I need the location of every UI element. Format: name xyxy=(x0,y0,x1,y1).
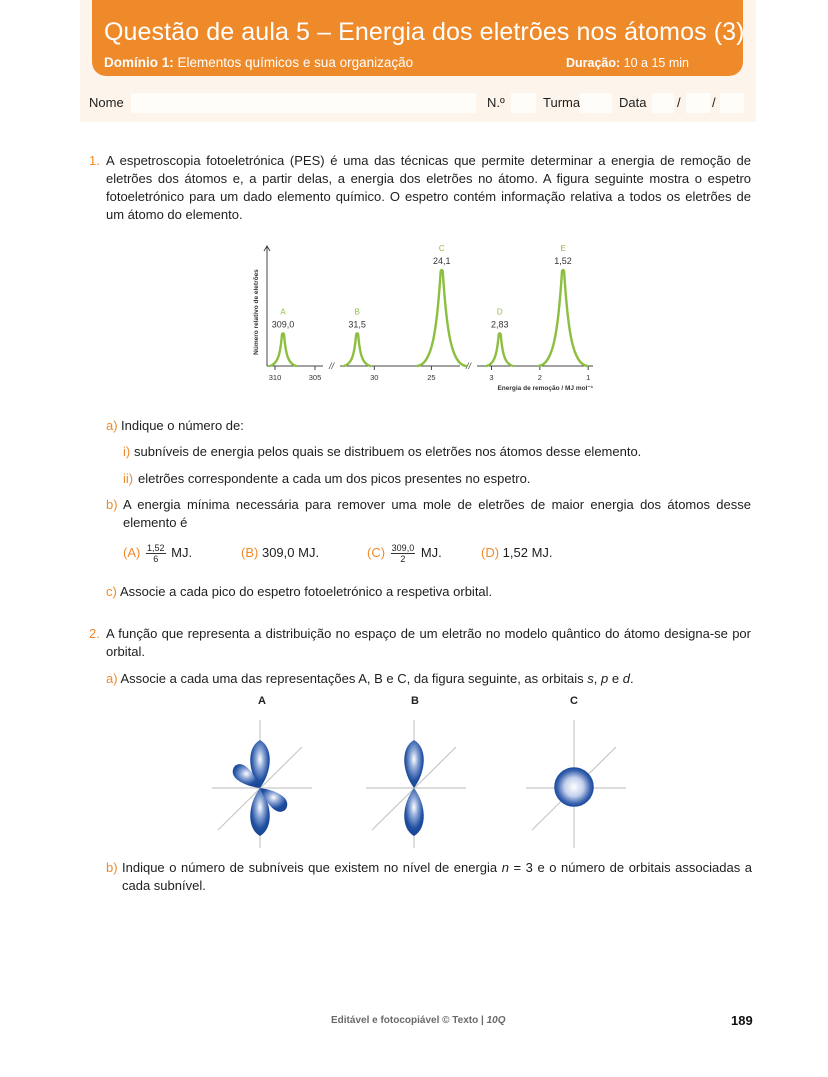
question-number: 2. xyxy=(89,626,100,641)
question-2a-text: Associe a cada uma das representações A, B e C, da figura seguinte, as orbitais xyxy=(120,671,588,686)
footer-credit: Editável e fotocopiável © Texto | 10Q xyxy=(331,1015,506,1026)
date-separator: / xyxy=(677,95,681,110)
fraction: $\frac{309,0}{2}$ xyxy=(391,543,415,565)
question-1aii-text: eletrões correspondente a cada um dos picos presentes no espetro. xyxy=(138,471,531,486)
peak-letter-label: A xyxy=(280,307,286,317)
x-tick-label: 25 xyxy=(427,373,436,382)
item-label: a) xyxy=(106,418,118,433)
peak-value-label: 1,52 xyxy=(554,256,572,266)
number-label: N.º xyxy=(487,95,505,110)
question-1-text: A espetroscopia fotoeletrónica (PES) é uma das técnicas que permite determinar a energia de remoção de eletrões dos átomos e, a partir delas, a energia dos eletrões no átomo. A figura seguinte mostra o espetro fotoeletrónico para um dado elemento químico. O espetro contém informação relativa a todos os eletrões de um átomo do elemento. xyxy=(106,153,751,222)
option-a[interactable] xyxy=(123,541,192,565)
item-label: b) xyxy=(106,860,118,875)
figure-label-c: C xyxy=(570,695,578,707)
peak-D xyxy=(487,333,513,366)
p-orbital-icon xyxy=(366,720,466,848)
y-axis-label: Número relativo de eletrões xyxy=(253,269,260,355)
peak-letter-label: D xyxy=(496,307,503,317)
peak-C xyxy=(418,270,466,366)
duration-value: 10 a 15 min xyxy=(623,56,689,70)
item-label: a) xyxy=(106,671,118,686)
name-field[interactable] xyxy=(131,93,476,113)
name-label: Nome xyxy=(89,95,124,110)
option-value: 309,0 MJ. xyxy=(261,545,320,560)
x-tick-label: 305 xyxy=(308,373,322,382)
peak-value-label: 309,0 xyxy=(271,319,295,330)
figure-label-b: B xyxy=(411,695,419,707)
x-tick-label: 1 xyxy=(586,373,591,382)
x-tick-label: 3 xyxy=(489,373,494,382)
fraction: $\frac{1,52}{6}$ xyxy=(146,543,165,565)
class-field[interactable] xyxy=(580,93,612,113)
question-2-text: A função que representa a distribuição no espaço de um eletrão no modelo quântico do átomo designa-se por orbital. xyxy=(106,626,751,659)
question-2b xyxy=(106,859,118,877)
item-label: b) xyxy=(106,497,118,512)
peak-letter-label: B xyxy=(354,307,360,317)
header-banner xyxy=(92,0,743,76)
date-month-field[interactable] xyxy=(686,93,710,113)
option-value: 1,52 MJ. xyxy=(502,545,553,560)
domain-label: Domínio 1: xyxy=(104,55,174,70)
option-label: (A) xyxy=(123,545,141,560)
date-day-field[interactable] xyxy=(652,93,674,113)
question-number: 1. xyxy=(89,153,100,168)
option-c[interactable] xyxy=(367,541,442,565)
option-unit: MJ. xyxy=(171,545,193,560)
peak-A xyxy=(270,333,296,366)
option-unit: MJ. xyxy=(420,545,442,560)
option-d[interactable] xyxy=(481,544,553,562)
question-2a: a) Associe a cada uma das representações A, B e C, da figura seguinte, as orbitais s, p e d. xyxy=(106,671,634,686)
option-label: (B) xyxy=(241,545,259,560)
question-1ai-text: subníveis de energia pelos quais se distribuem os eletrões nos átomos desse elemento. xyxy=(134,444,642,459)
axis-break-marker: // xyxy=(328,361,335,371)
option-b[interactable] xyxy=(241,544,319,562)
question-2b-text: Indique o número de subníveis que existem no nível de energia n = 3 e o número de orbitais associadas a cada subnível. xyxy=(122,860,752,893)
item-label: ii) xyxy=(123,471,134,486)
peak-E xyxy=(539,270,587,366)
page-number: 189 xyxy=(731,1013,753,1028)
peak-letter-label: C xyxy=(438,244,445,253)
orbitals-figure xyxy=(200,690,640,850)
domain-line xyxy=(104,55,413,70)
domain-value: Elementos químicos e sua organização xyxy=(177,55,414,70)
axis-break-marker: // xyxy=(465,361,472,371)
peak-value-label: 31,5 xyxy=(348,319,366,330)
s-orbital-icon xyxy=(526,720,626,848)
duration-label: Duração: xyxy=(566,56,621,70)
x-tick-label: 30 xyxy=(370,373,379,382)
option-label: (C) xyxy=(367,545,386,560)
date-separator: / xyxy=(712,95,716,110)
figure-label-a: A xyxy=(258,695,266,707)
x-tick-label: 310 xyxy=(268,373,282,382)
peak-letter-label: E xyxy=(560,244,566,253)
x-axis-label: Energia de remoção / MJ mol⁻¹ xyxy=(497,385,593,392)
class-label: Turma xyxy=(543,95,581,110)
peak-value-label: 2,83 xyxy=(490,319,509,330)
question-1a-text: Indique o número de: xyxy=(121,418,244,433)
x-tick-label: 2 xyxy=(537,373,542,382)
number-field[interactable] xyxy=(511,93,536,113)
d-orbital-icon xyxy=(212,720,312,848)
item-label: c) xyxy=(106,584,117,599)
option-label: (D) xyxy=(481,545,500,560)
question-1c-text: Associe a cada pico do espetro fotoeletrónico a respetiva orbital. xyxy=(120,584,493,599)
date-label: Data xyxy=(619,95,647,110)
peak-value-label: 24,1 xyxy=(432,256,451,266)
question-1b-text: A energia mínima necessária para remover uma mole de eletrões de maior energia dos átomos desse elemento é xyxy=(123,497,751,530)
peak-B xyxy=(344,333,370,366)
pes-chart xyxy=(245,238,595,398)
duration-line xyxy=(566,56,689,70)
date-year-field[interactable] xyxy=(720,93,744,113)
page-title: Questão de aula 5 – Energia dos eletrões nos átomos (3) xyxy=(104,18,745,46)
item-label: i) xyxy=(123,444,131,459)
